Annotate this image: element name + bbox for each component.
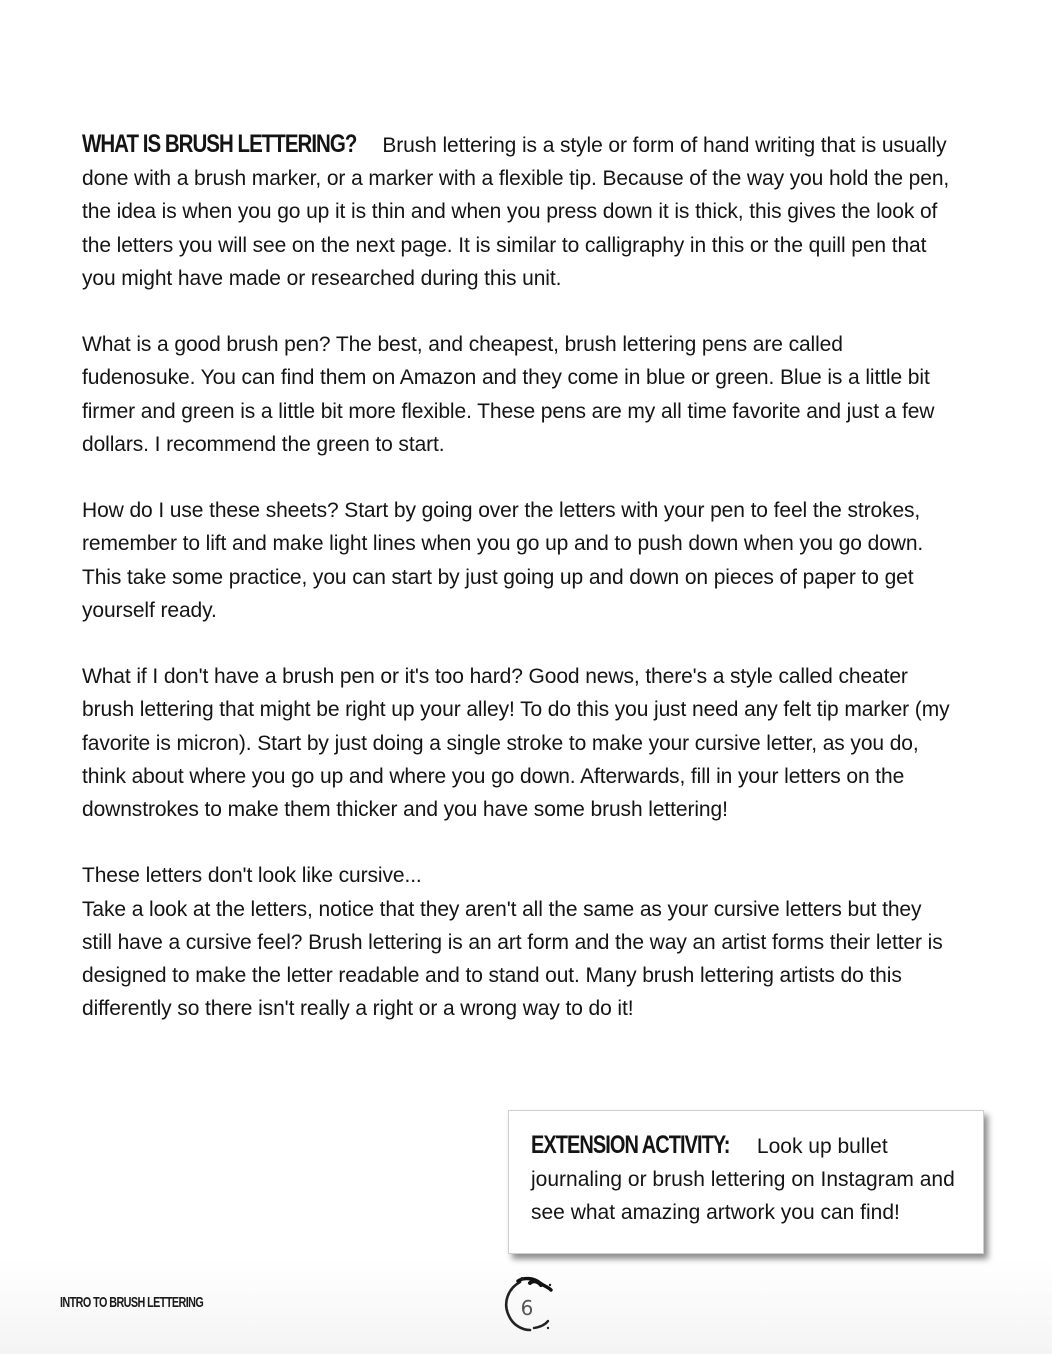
not-cursive-answer: Take a look at the letters, notice that they aren't all the same as your cursive letters but they still have a cursive feel? Brush lettering is an art form and the way an artist forms their letter is designed to make the letter readable and to stand out. Many brush lettering artists do this differently so there isn't really a right or a wrong way to do it! [82, 897, 943, 1021]
extension-text: Look up bullet journaling or brush lettering on Instagram and see what amazing artwork you can find! [531, 1135, 955, 1224]
intro-paragraph [82, 128, 954, 295]
extension-heading: EXTENSION ACTIVITY: [531, 1131, 730, 1159]
page-number-badge [500, 1276, 554, 1332]
section-heading: WHAT IS BRUSH LETTERING? [82, 130, 357, 158]
footer-title: INTRO TO BRUSH LETTERING [60, 1294, 204, 1311]
use-sheets-paragraph: How do I use these sheets? Start by going over the letters with your pen to feel the strokes, remember to lift and make light lines when you go up and to push down when you go down. This take some practice, you can start by just going up and down on pieces of paper to get yourself ready. [82, 499, 924, 622]
extension-activity-box [508, 1110, 984, 1254]
good-pen-paragraph: What is a good brush pen? The best, and cheapest, brush lettering pens are called fudenosuke. You can find them on Amazon and they come in blue or green. Blue is a little bit firmer and green is a little bit more flexible. These pens are my all time favorite and just a few dollars. I recommend the green to start. [82, 333, 935, 456]
main-content [82, 128, 954, 1059]
page-number: 6 [520, 1296, 534, 1320]
too-hard-paragraph: What if I don't have a brush pen or it's too hard? Good news, there's a style called cheater brush lettering that might be right up your alley! To do this you just need any felt tip marker (my favorite is micron). Start by just doing a single stroke to make your cursive letter, as you do, think about where you go up and where you go down. Afterwards, fill in your letters on the downstrokes to make them thicker and you have some brush lettering! [82, 665, 950, 822]
intro-text: Brush lettering is a style or form of hand writing that is usually done with a brush marker, or a marker with a flexible tip. Because of the way you hold the pen, the idea is when you go up it is thin and when you press down it is thick, this gives the look of the letters you will see on the next page. It is similar to calligraphy in this or the quill pen that you might have made or researched during this unit. [82, 134, 950, 290]
not-cursive-question: These letters don't look like cursive... [82, 864, 422, 888]
